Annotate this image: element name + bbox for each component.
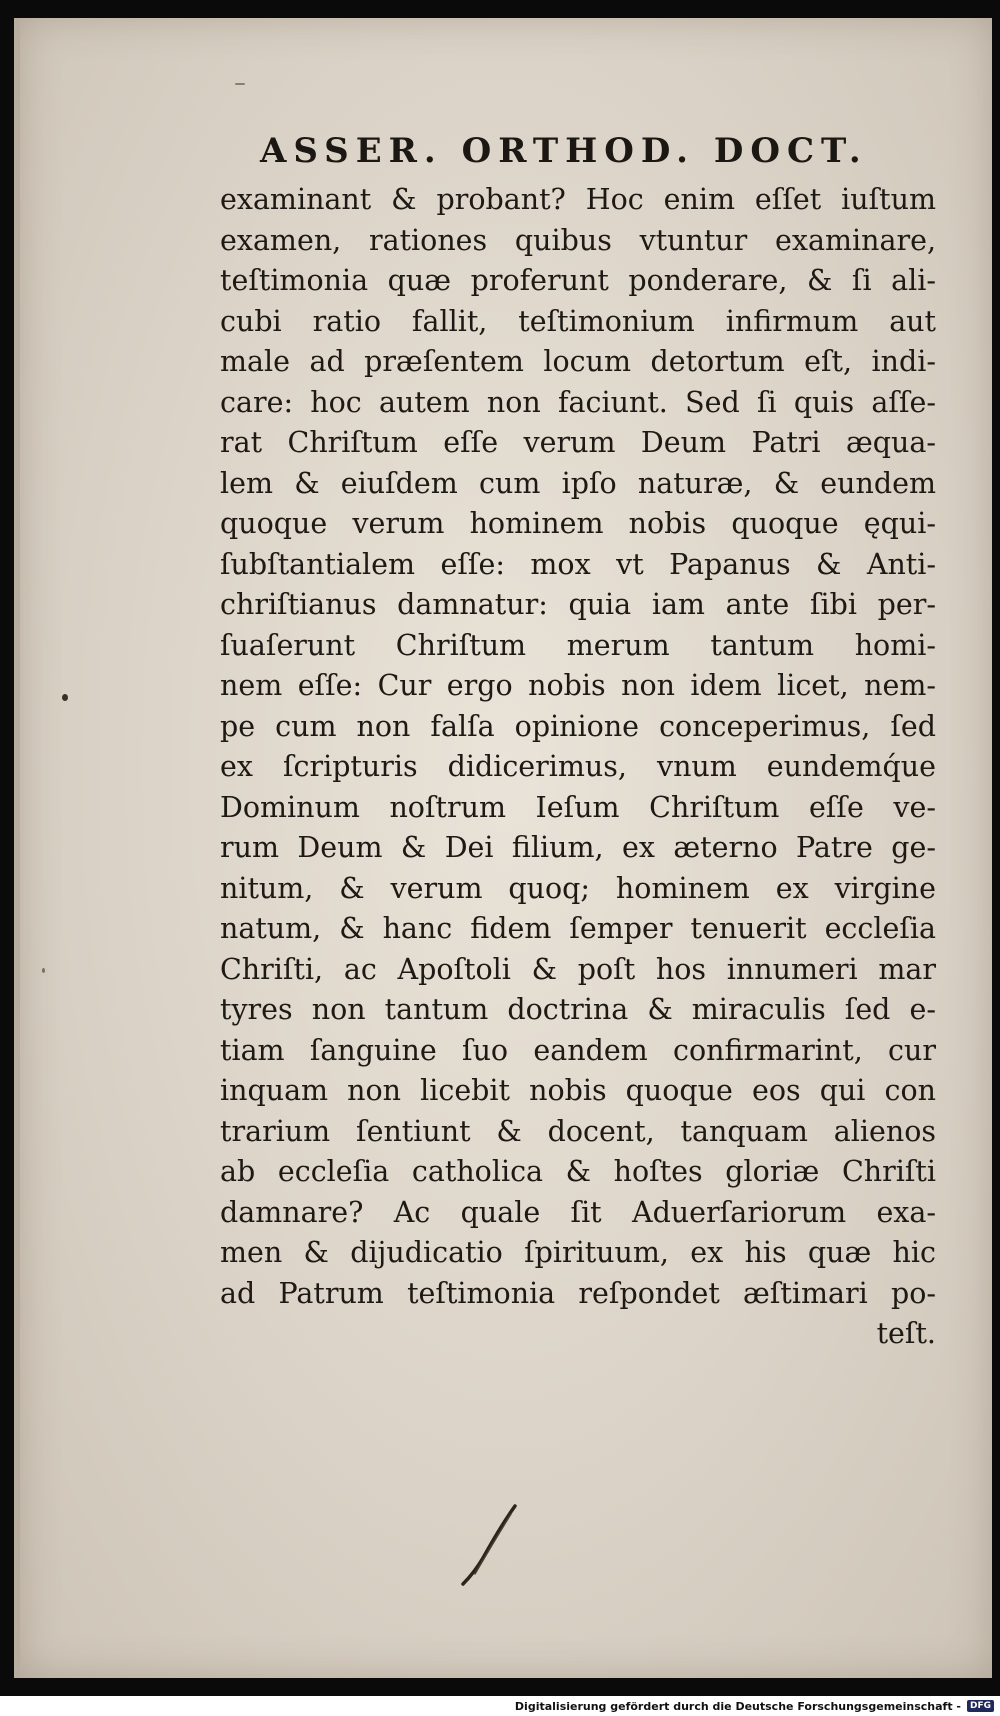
text-line: teſt. xyxy=(876,1317,936,1350)
ink-speck xyxy=(42,968,45,973)
text-line: Chriſti, ac Apoſtoli & poſt hos innumeri mar xyxy=(220,952,936,986)
text-line: natum, & hanc fidem ſemper tenuerit eccleſia xyxy=(220,912,936,945)
text-line: ad Patrum teſtimonia reſpondet æſtimari po- xyxy=(220,1276,936,1310)
text-line: inquam non licebit nobis quoque eos qui con xyxy=(220,1074,936,1107)
text-line: cubi ratio fallit, teſtimonium infirmum aut xyxy=(220,304,936,338)
text-line: male ad præſentem locum detortum eſt, indi- xyxy=(220,345,936,378)
page-text-block xyxy=(220,128,940,1355)
text-line: men & dijudicatio ſpirituum, ex his quæ hic xyxy=(220,1236,936,1269)
ink-speck xyxy=(62,694,68,701)
text-line: ex ſcripturis didicerimus, vnum eundemq́ue xyxy=(220,750,936,783)
text-line: trarium ſentiunt & docent, tanquam alienos xyxy=(220,1114,936,1148)
text-line: damnare? Ac quale ſit Aduerſariorum exa- xyxy=(220,1195,936,1229)
text-line: ſuaſerunt Chriſtum merum tantum homi- xyxy=(220,628,936,662)
text-line: rum Deum & Dei filium, ex æterno Patre ge- xyxy=(220,831,936,864)
text-line: lem & eiuſdem cum ipſo naturæ, & eundem xyxy=(220,466,936,500)
text-line: examen, rationes quibus vtuntur examinare, xyxy=(220,223,936,257)
text-line: chriſtianus damnatur: quia iam ante ſibi per- xyxy=(220,588,936,621)
ink-speck xyxy=(235,83,245,85)
footer-bar xyxy=(0,1696,1000,1716)
text-line: teſtimonia quæ proferunt ponderare, & ſi ali- xyxy=(220,264,936,297)
text-line: nitum, & verum quoq; hominem ex virgine xyxy=(220,871,936,905)
text-line: ſubſtantialem eſſe: mox vt Papanus & Anti- xyxy=(220,547,936,581)
running-head: ASSER. ORTHOD. DOCT. xyxy=(260,131,868,171)
book-page xyxy=(14,18,992,1678)
text-line: examinant & probant? Hoc enim eſſet iuſtum xyxy=(220,183,936,216)
body-text xyxy=(220,180,940,1355)
text-line: Dominum noſtrum Ieſum Chriſtum eſſe ve- xyxy=(220,790,936,824)
text-line: care: hoc autem non faciunt. Sed ſi quis aſſe- xyxy=(220,385,936,419)
text-line: pe cum non falſa opinione conceperimus, ſed xyxy=(220,709,936,743)
dfg-logo: DFG xyxy=(967,1700,994,1712)
ink-stroke-mark xyxy=(455,1500,535,1590)
text-line: tyres non tantum doctrina & miraculis ſed e- xyxy=(220,993,936,1026)
text-line: rat Chriſtum eſſe verum Deum Patri æqua- xyxy=(220,426,936,459)
text-line: tiam ſanguine ſuo eandem confirmarint, cur xyxy=(220,1033,936,1067)
text-line: nem eſſe: Cur ergo nobis non idem licet, nem- xyxy=(220,669,936,702)
footer-credit: Digitalisierung gefördert durch die Deutsche Forschungsgemeinschaft - xyxy=(514,1699,961,1713)
text-line: quoque verum hominem nobis quoque ęqui- xyxy=(220,507,936,540)
text-line: ab eccleſia catholica & hoſtes gloriæ Chriſti xyxy=(220,1155,936,1188)
